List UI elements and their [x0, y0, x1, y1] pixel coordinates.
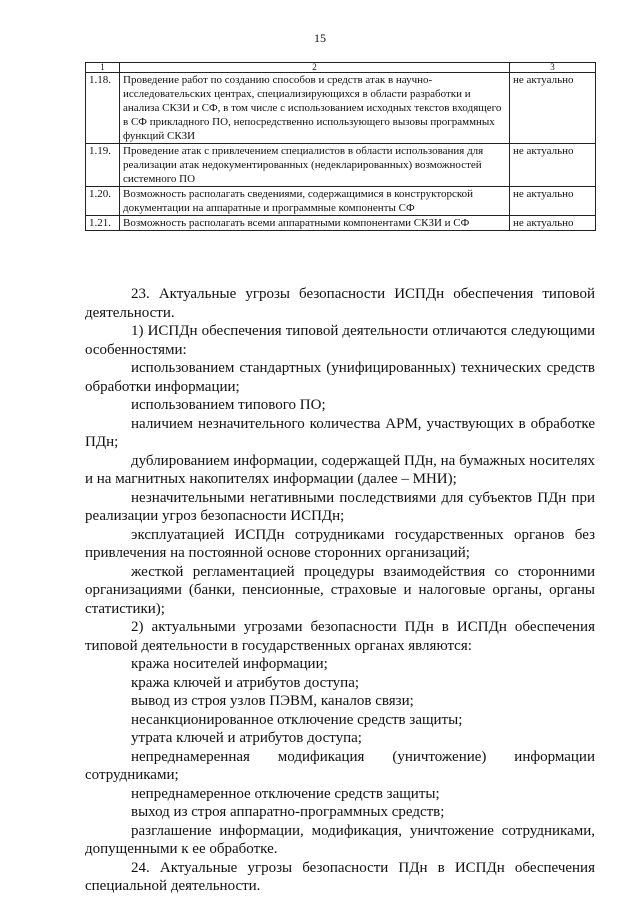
threat-description: Возможность располагать сведениями, содержащимися в конструкторской документации на аппаратные и программные компоненты СФ — [120, 187, 510, 216]
list-item: несанкционированное отключение средств защиты; — [131, 711, 463, 728]
table-header-row — [86, 63, 596, 73]
relevance-status: не актуально — [510, 216, 596, 231]
column-header: 2 — [120, 63, 510, 73]
threat-description: Проведение атак с привлечением специалистов в области использования для реализации атак недокументированных (недекларированных) возможностей системного ПО — [120, 144, 510, 187]
list-item: кража носителей информации; — [131, 656, 328, 672]
paragraph: 2) актуальными угрозами безопасности ПДн в ИСПДн обеспечения типовой деятельности в государственных органах являются: — [85, 619, 595, 654]
list-item: утрата ключей и атрибутов доступа; — [131, 730, 362, 746]
list-item: вывод из строя узлов ПЭВМ, каналов связи; — [131, 693, 414, 709]
column-header: 1 — [86, 63, 120, 73]
column-header: 3 — [510, 63, 596, 73]
list-item: жесткой регламентацией процедуры взаимодействия со сторонними организациями (банки, пенсионные, страховые и налоговые органы, органы статистики); — [85, 563, 595, 617]
table-row — [86, 144, 596, 187]
list-item: непреднамеренное отключение средств защиты; — [131, 785, 440, 802]
row-number: 1.18. — [86, 73, 120, 144]
relevance-status: не актуально — [510, 73, 596, 144]
paragraph: 1) ИСПДн обеспечения типовой деятельности отличаются следующими особенностями: — [85, 323, 595, 358]
threat-description: Возможность располагать всеми аппаратными компонентами СКЗИ и СФ — [120, 216, 510, 231]
relevance-status: не актуально — [510, 144, 596, 187]
list-item: использованием типового ПО; — [131, 397, 326, 413]
list-item: кража ключей и атрибутов доступа; — [131, 674, 360, 691]
table-row — [86, 73, 596, 144]
threats-table — [85, 62, 596, 231]
list-item: незначительными негативными последствиями для субъектов ПДн при реализации угроз безопасности ИСПДн; — [85, 489, 595, 524]
row-number: 1.19. — [86, 144, 120, 187]
section-heading-23: 23. Актуальные угрозы безопасности ИСПДн обеспечения типовой деятельности. — [85, 286, 595, 321]
list-item: наличием незначительного количества АРМ, участвующих в обработке ПДн; — [85, 415, 595, 450]
row-number: 1.21. — [86, 216, 120, 231]
row-number: 1.20. — [86, 187, 120, 216]
list-item: использованием стандартных (унифицированных) технических средств обработки информации; — [85, 360, 595, 395]
threat-description: Проведение работ по созданию способов и средств атак в научно-исследовательских центрах, специализирующихся в области разработки и анализа СКЗИ и СФ, в том числе с использованием исходных текстов входящего в СФ прикладного ПО, непосредственно использующего вызовы программных функций СКЗИ — [120, 73, 510, 144]
table-row — [86, 187, 596, 216]
list-item: эксплуатацией ИСПДн сотрудниками государственных органов без привлечения на постоянной основе сторонних организаций; — [85, 526, 595, 561]
page-number: 15 — [314, 31, 326, 45]
list-item: дублированием информации, содержащей ПДн, на бумажных носителях и на магнитных накопителях информации (далее – МНИ); — [85, 452, 595, 487]
relevance-status: не актуально — [510, 187, 596, 216]
list-item: выход из строя аппаратно-программных средств; — [131, 804, 445, 820]
body-text — [85, 285, 595, 896]
list-item: непреднамеренная модификация (уничтожение) информации сотрудниками; — [85, 748, 595, 783]
list-item: разглашение информации, модификация, уничтожение сотрудниками, допущенными к ее обработке. — [85, 822, 595, 857]
section-heading-24: 24. Актуальные угрозы безопасности ПДн в ИСПДн обеспечения специальной деятельности. — [85, 859, 595, 894]
table-row — [86, 216, 596, 231]
